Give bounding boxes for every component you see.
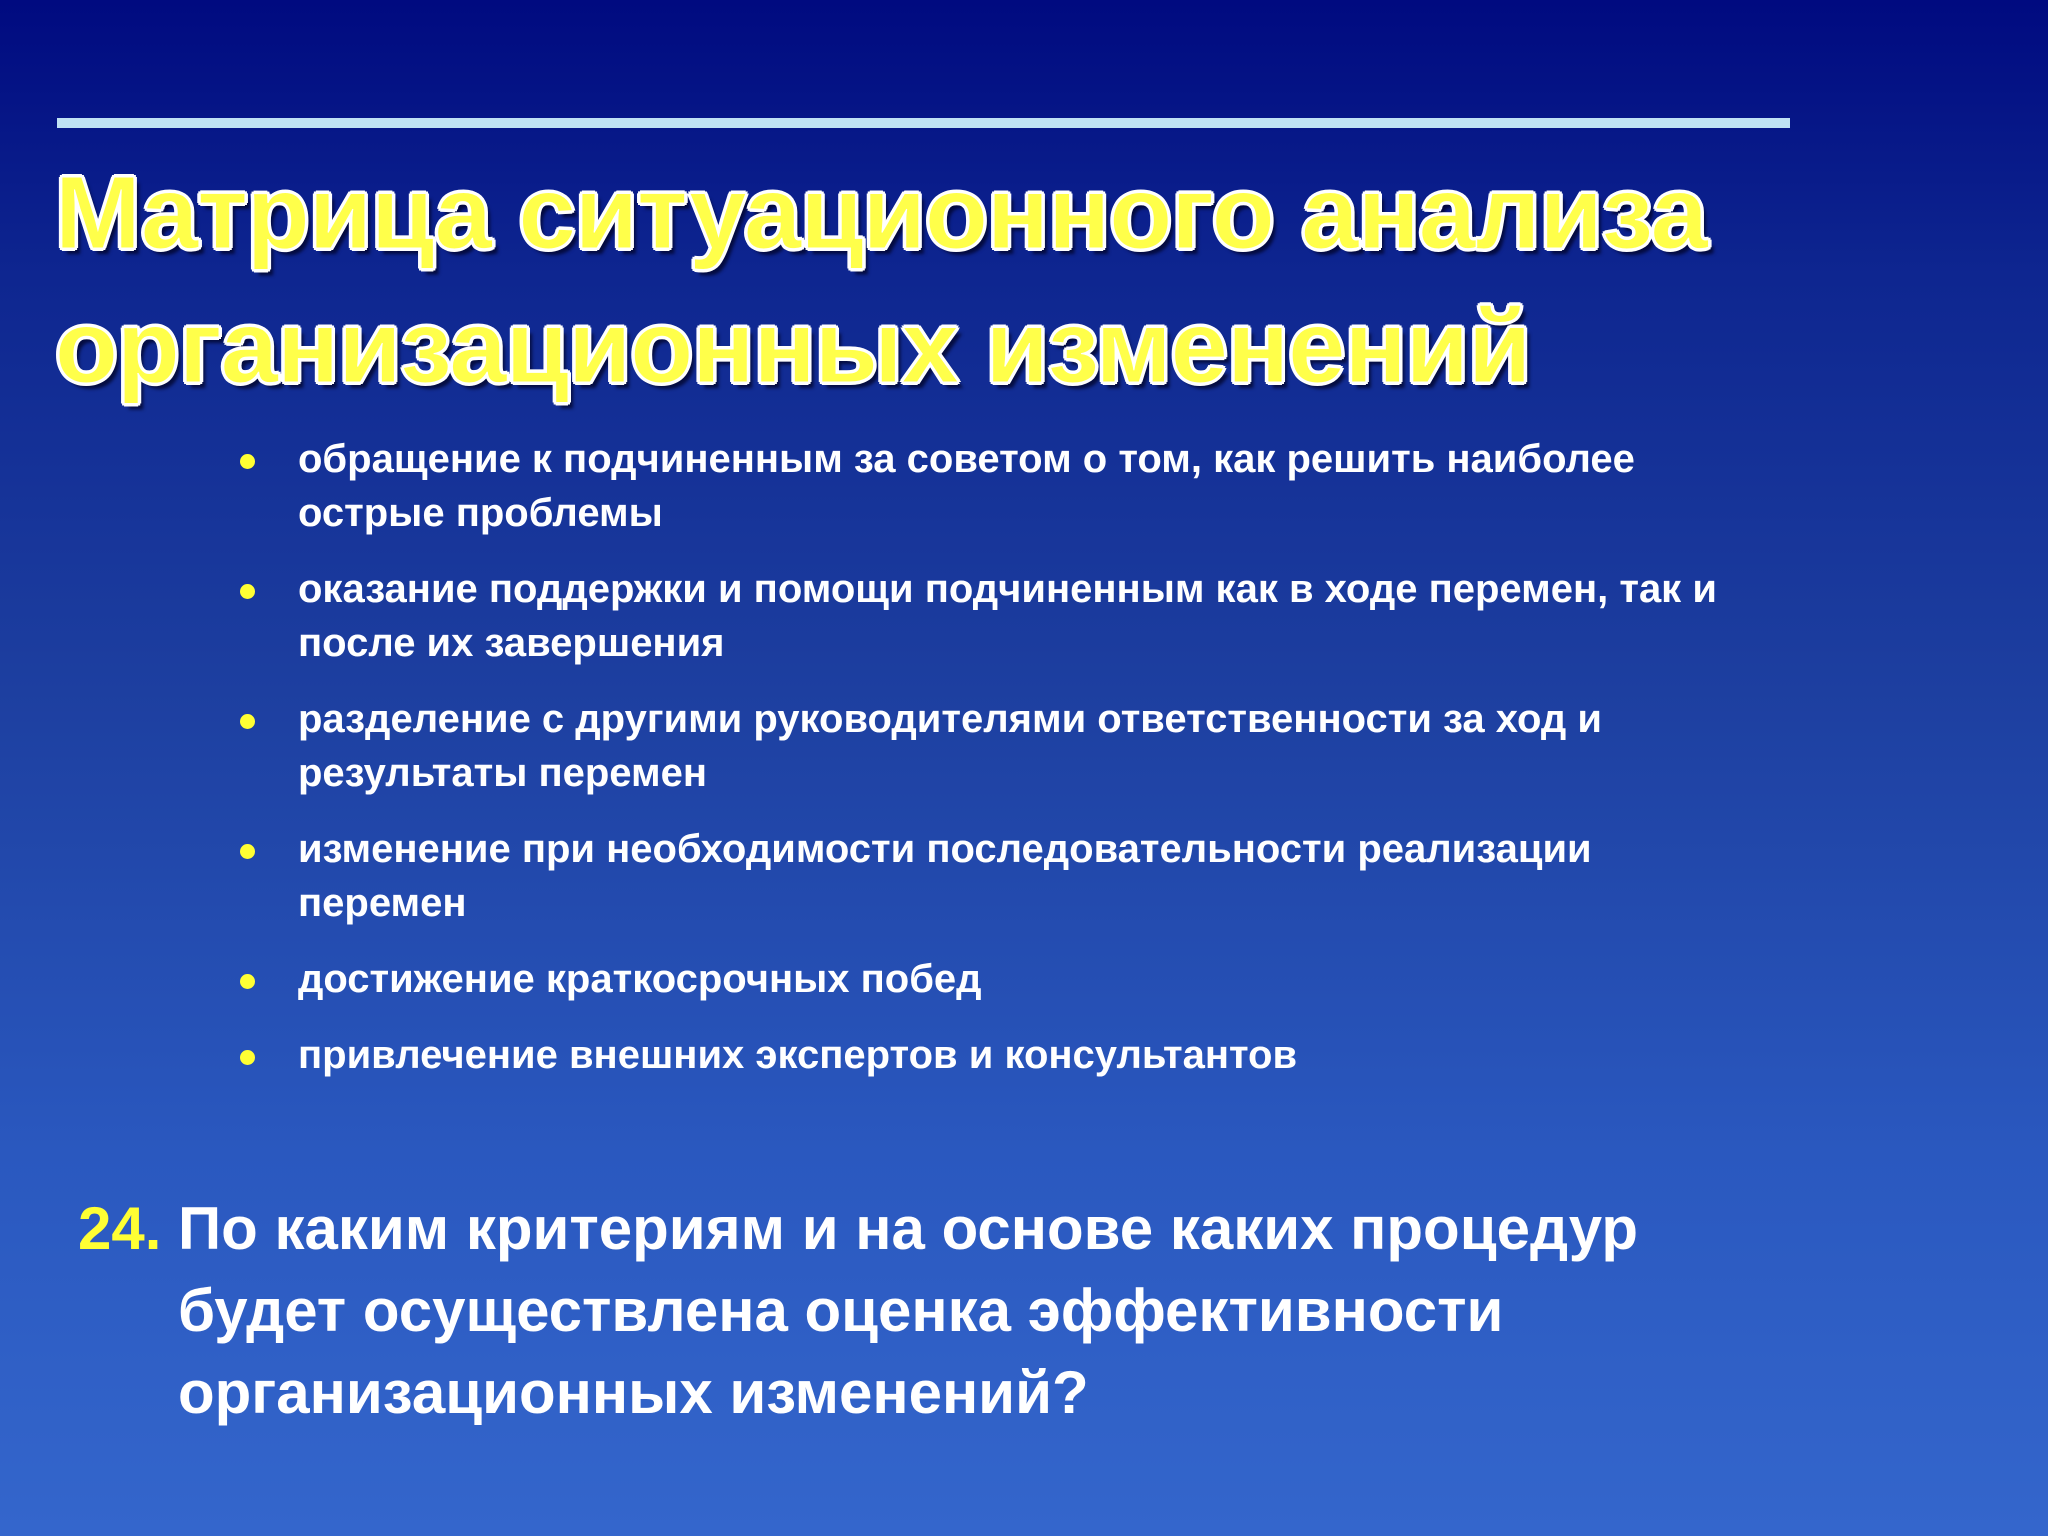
bullet-line: привлечение внешних экспертов и консультантов [298, 1033, 1298, 1077]
bullet-item [240, 822, 1940, 930]
bullet-item [240, 692, 1940, 800]
question-line: будет осуществлена оценка эффективности [178, 1277, 1504, 1344]
question-line: По каким критериям и на основе каких процедур [178, 1195, 1639, 1262]
bullet-item [240, 562, 1940, 670]
bullet-line: результаты перемен [298, 751, 708, 795]
slide-title [55, 146, 2015, 414]
bullet-dot-icon [240, 974, 255, 989]
bullet-line: после их завершения [298, 621, 725, 665]
bullet-dot-icon [240, 844, 255, 859]
question-text [178, 1188, 1938, 1434]
bullet-dot-icon [240, 714, 255, 729]
bullet-item [240, 952, 1940, 1006]
bullet-line: оказание поддержки и помощи подчиненным как в ходе перемен, так и [298, 567, 1717, 611]
slide-title-line: Матрица ситуационного анализа [55, 155, 1707, 270]
bullet-line: обращение к подчиненным за советом о том, как решить наиболее [298, 437, 1635, 481]
bullet-line: разделение с другими руководителями ответственности за ход и [298, 697, 1603, 741]
question-line: организационных изменений? [178, 1359, 1089, 1426]
bullet-item [240, 1028, 1940, 1082]
question-number: 24. [78, 1195, 162, 1262]
bullet-dot-icon [240, 1050, 255, 1065]
bullet-item [240, 432, 1940, 540]
title-rule [57, 118, 1790, 128]
slide-title-line: организационных изменений [55, 289, 1531, 404]
bullet-dot-icon [240, 584, 255, 599]
bullet-line: острые проблемы [298, 491, 663, 535]
bullet-line: изменение при необходимости последовательности реализации [298, 827, 1592, 871]
bullet-line: достижение краткосрочных побед [298, 957, 982, 1001]
bullet-line: перемен [298, 881, 467, 925]
bullet-dot-icon [240, 454, 255, 469]
bullet-list [240, 432, 1940, 1104]
